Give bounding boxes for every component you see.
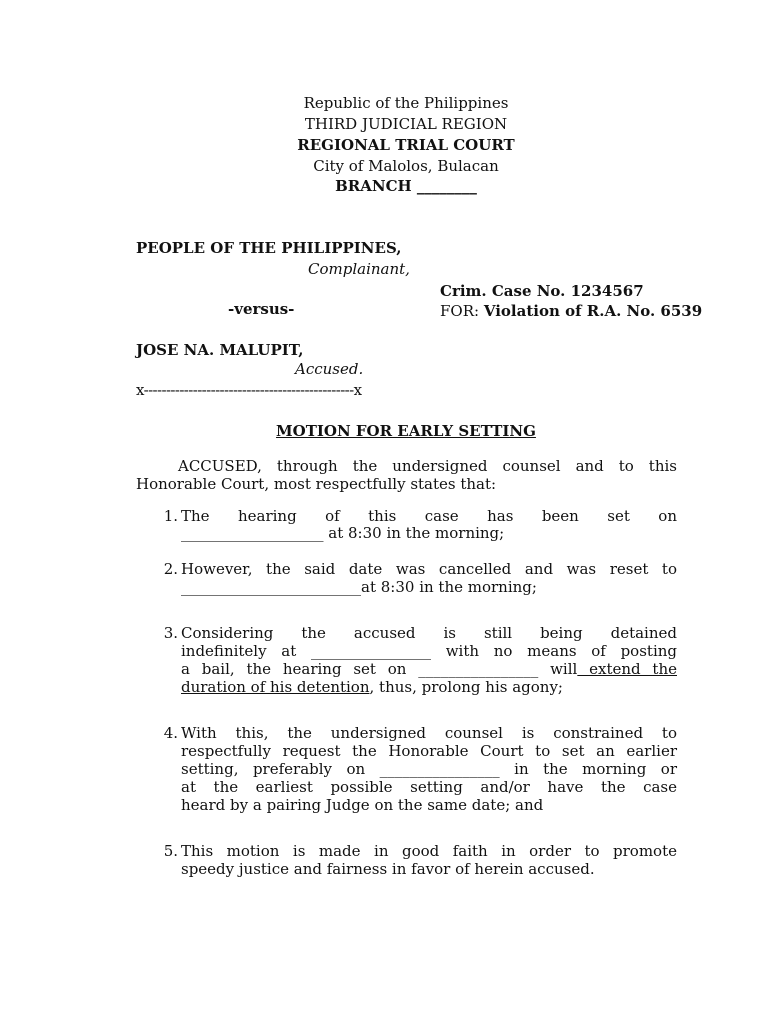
plaintiff-role: Complainant, <box>308 260 410 278</box>
item-4-line-2: respectfully request the Honorable Court to set an earlier <box>181 742 677 760</box>
item-2-line-1: However, the said date was cancelled and was reset to <box>181 560 677 578</box>
item-3-line-3-text: a bail, the hearing set on ________________ will <box>181 660 578 678</box>
accused-name: JOSE NA. MALUPIT, <box>136 341 304 359</box>
item-4-line-3: setting, preferably on ________________ in the morning or <box>181 760 677 778</box>
item-4-line-4: at the earliest possible setting and/or have the case <box>181 778 677 796</box>
item-2-line-2: ________________________at 8:30 in the morning; <box>181 578 537 596</box>
item-1-number: 1. <box>163 507 178 525</box>
charge-value: Violation of R.A. No. 6539 <box>483 302 703 320</box>
case-number: Crim. Case No. 1234567 <box>440 282 644 300</box>
item-3-line-4-text: , thus, prolong his agony; <box>369 678 563 696</box>
header-city: City of Malolos, Bulacan <box>313 157 499 175</box>
item-4-number: 4. <box>163 724 178 742</box>
item-3-line-2: indefinitely at ________________ with no means of posting <box>181 642 677 660</box>
versus-text: -versus- <box>228 300 295 318</box>
item-3-line-3-underlined: extend the <box>577 660 677 678</box>
item-4-line-1: With this, the undersigned counsel is constrained to <box>181 724 677 742</box>
accused-role: Accused. <box>295 360 364 378</box>
motion-title: MOTION FOR EARLY SETTING <box>276 422 536 440</box>
item-5-line-2: speedy justice and fairness in favor of herein accused. <box>181 860 595 878</box>
case-charge <box>440 302 702 321</box>
item-2-number: 2. <box>163 560 178 578</box>
header-court: REGIONAL TRIAL COURT <box>297 136 515 154</box>
item-4-line-5: heard by a pairing Judge on the same date; and <box>181 796 544 814</box>
intro-line-1: ACCUSED, through the undersigned counsel and to this <box>178 457 677 475</box>
item-3-line-1: Considering the accused is still being detained <box>181 624 677 642</box>
item-1-line-1: The hearing of this case has been set on <box>181 507 677 525</box>
charge-label: FOR: <box>440 302 484 320</box>
item-5-line-1: This motion is made in good faith in order to promote <box>181 842 677 860</box>
item-5-number: 5. <box>163 842 178 860</box>
header-region: THIRD JUDICIAL REGION <box>304 115 508 133</box>
item-1-line-2: ___________________ at 8:30 in the morning; <box>181 524 505 542</box>
header-branch: BRANCH ________ <box>335 177 477 195</box>
item-3-line-3 <box>181 660 677 679</box>
header-republic: Republic of the Philippines <box>303 94 509 112</box>
caption-separator: x-----------------------------------------------x <box>136 381 362 399</box>
item-3-number: 3. <box>163 624 178 642</box>
plaintiff-name: PEOPLE OF THE PHILIPPINES, <box>136 239 402 257</box>
intro-line-2: Honorable Court, most respectfully states that: <box>136 475 497 493</box>
item-3-line-4 <box>181 678 563 697</box>
item-3-line-4-underlined: duration of his detention <box>181 678 370 696</box>
